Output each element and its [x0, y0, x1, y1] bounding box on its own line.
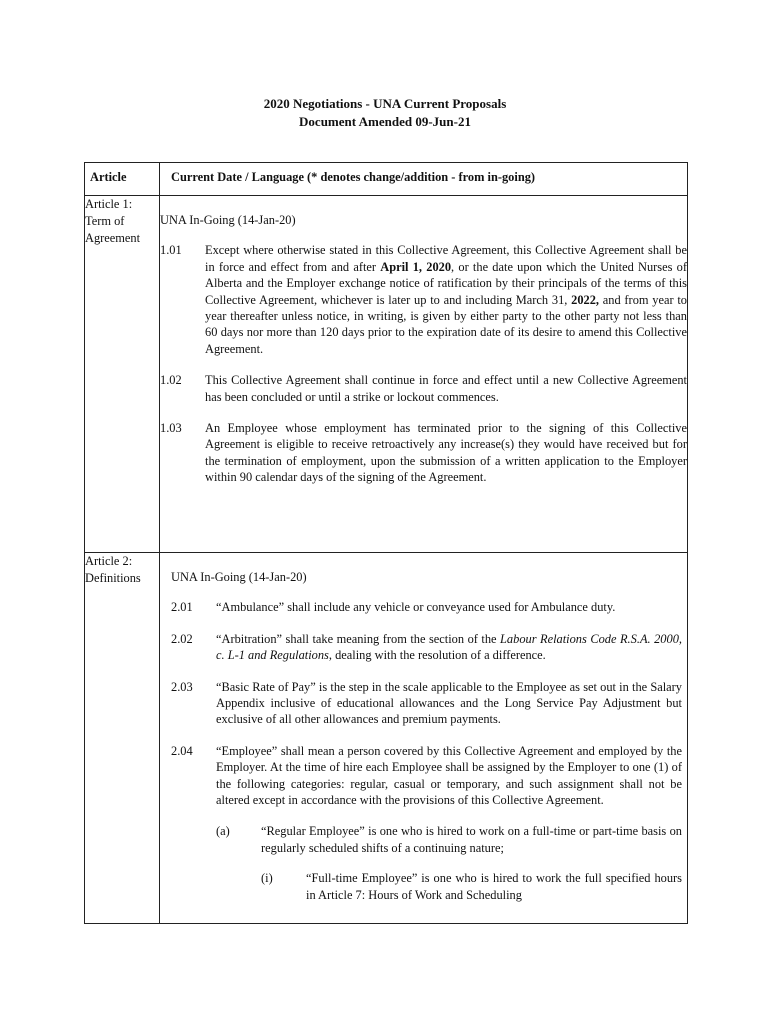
subclause-a [216, 823, 682, 856]
header-language: Current Date / Language (* denotes change/addition - from in-going) [160, 163, 688, 196]
subclause-text: “Regular Employee” is one who is hired to work on a full-time or part-time basis on regularly scheduled shifts of a continuing nature; [261, 824, 682, 855]
clause-number: 2.04 [171, 743, 193, 758]
table-header-row [85, 163, 688, 196]
subclause-letter: (i) [261, 871, 273, 886]
subclause-i [261, 870, 682, 903]
clause-text: An Employee whose employment has terminated prior to the signing of this Collective Agreement is eligible to receive retroactively any increase(s) they would have received but for the termination of employment, upon the submission of a written application to the Employer within 90 calendar days of the signing of the Agreement. [205, 421, 687, 485]
article-1-content [160, 196, 688, 553]
subclause-letter: (a) [216, 824, 230, 839]
clause-2-04 [171, 743, 682, 809]
clause-1-01 [160, 242, 687, 357]
article-1-label: Article 1: Term of Agreement [85, 196, 160, 553]
clause-number: 2.01 [171, 600, 193, 615]
clause-1-02 [160, 372, 687, 405]
clause-text: “Arbitration” shall take meaning from the section of the Labour Relations Code R.S.A. 2000, c. L-1 and Regulations, dealing with the resolution of a difference. [216, 631, 682, 663]
article-2-label: Article 2: Definitions [85, 553, 160, 924]
clause-text: Except where otherwise stated in this Collective Agreement, this Collective Agreement shall be in force and effect from and after April 1, 2020, or the date upon which the United Nurses of Alberta and the Employer exchange notice of ratification by their principals of the terms of this Collective Agreement, whichever is later up to and including March 31, 2022, and from year to year thereafter unless notice, in writing, is given by either party to the other party not less than 60 days nor more than 120 days prior to the expiration date of its desire to amend this Collective Agreement. [205, 243, 688, 356]
article-1-ingoing: UNA In-Going (14-Jan-20) [160, 213, 296, 227]
clause-number: 1.02 [160, 373, 182, 388]
article-2-content [160, 553, 687, 923]
clause-number: 1.03 [160, 421, 182, 436]
clause-number: 2.02 [171, 631, 193, 646]
clause-1-03 [160, 420, 687, 486]
title-line-2: Document Amended 09-Jun-21 [299, 114, 471, 129]
proposals-table [84, 162, 688, 924]
clause-text: This Collective Agreement shall continue in force and effect until a new Collective Agreement has been concluded or until a strike or lockout commences. [205, 373, 687, 404]
clause-2-01 [171, 599, 682, 615]
article-2-cell [160, 553, 688, 924]
subclause-text: “Full-time Employee” is one who is hired to work the full specified hours in Article 7: Hours of Work and Scheduling [306, 871, 682, 902]
document-title [0, 95, 770, 131]
clause-text: “Ambulance” shall include any vehicle or conveyance used for Ambulance duty. [216, 600, 616, 615]
header-article: Article [85, 163, 160, 196]
clause-number: 1.01 [160, 243, 182, 258]
clause-2-03 [171, 679, 682, 728]
table-row [85, 553, 688, 924]
clause-text: “Employee” shall mean a person covered by this Collective Agreement and employed by the Employer. At the time of hire each Employee shall be assigned by the Employer to one (1) of the following categories: regular, casual or temporary, and such assignment shall not be altered except in accordance with the provisions of this Collective Agreement. [216, 743, 682, 808]
article-2-ingoing: UNA In-Going (14-Jan-20) [171, 570, 307, 584]
clause-number: 2.03 [171, 679, 193, 694]
title-line-1: 2020 Negotiations - UNA Current Proposals [263, 96, 507, 111]
table-row [85, 196, 688, 553]
clause-text: “Basic Rate of Pay” is the step in the scale applicable to the Employee as set out in the Salary Appendix inclusive of educational allowances and the Long Service Pay Adjustment but exclusive of all other allowances and premium payments. [216, 679, 682, 727]
clause-2-02 [171, 631, 682, 664]
